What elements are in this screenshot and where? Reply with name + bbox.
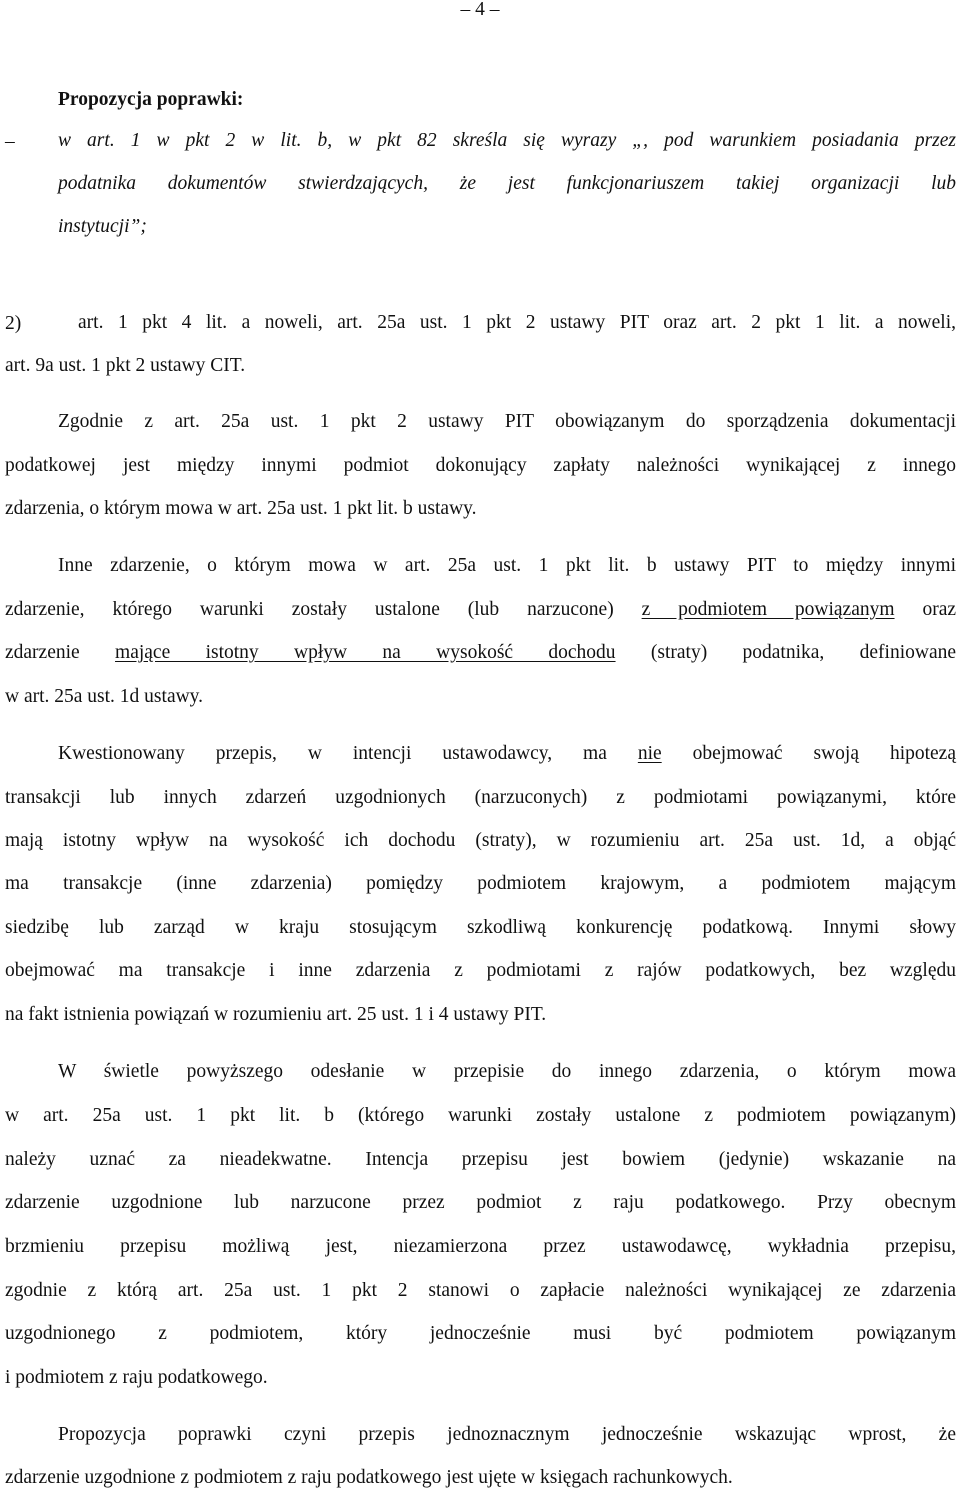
paragraph-line: brzmieniu przepisu możliwą jest, niezamierzona przez ustawodawcę, wykładnia przepisu, (5, 1236, 956, 1257)
paragraph-line (58, 744, 956, 764)
paragraph-line: transakcji lub innych zdarzeń uzgodnionych (narzuconych) z podmiotami powiązanymi, które (5, 787, 956, 808)
text-run: Kwestionowany przepis, w intencji ustawodawcy, ma (58, 743, 638, 764)
paragraph-line: w art. 25a ust. 1 pkt lit. b (którego warunki zostały ustalone z podmiotem powiązanym) (5, 1105, 956, 1126)
paragraph-line: W świetle powyższego odesłanie w przepisie do innego zdarzenia, o którym mowa (58, 1061, 956, 1082)
text-run: oraz (894, 599, 957, 620)
item-line: art. 9a ust. 1 pkt 2 ustawy CIT. (5, 355, 246, 376)
item-number: 2) (5, 313, 22, 334)
paragraph-line (5, 600, 956, 620)
paragraph-line: Propozycja poprawki czyni przepis jednoznacznym jednocześnie wskazując wprost, że (58, 1424, 956, 1445)
paragraph-line (5, 643, 956, 663)
paragraph-line: Zgodnie z art. 25a ust. 1 pkt 2 ustawy PIT obowiązanym do sporządzenia dokumentacji (58, 411, 956, 432)
paragraph-line: mają istotny wpływ na wysokość ich dochodu (straty), w rozumieniu art. 25a ust. 1d, a objąć (5, 830, 956, 851)
paragraph-line: ma transakcje (inne zdarzenia) pomiędzy podmiotem krajowym, a podmiotem mającym (5, 873, 956, 894)
underlined-text: z podmiotem powiązanym (641, 599, 895, 620)
paragraph-line: uzgodnionego z podmiotem, który jednocześnie musi być podmiotem powiązanym (5, 1323, 956, 1344)
paragraph-line: zdarzenie uzgodnione lub narzucone przez podmiot z raju podatkowego. Przy obecnym (5, 1192, 956, 1213)
text-run: zdarzenie (5, 642, 116, 663)
paragraph-line: należy uznać za nieadekwatne. Intencja przepisu jest bowiem (jedynie) wskazanie na (5, 1149, 956, 1170)
amendment-line: instytucji”; (58, 216, 147, 237)
paragraph-line: podatkowej jest między innymi podmiot dokonujący zapłaty należności wynikającej z innego (5, 455, 956, 476)
page-number: – 4 – (460, 0, 500, 20)
paragraph-line: w art. 25a ust. 1d ustawy. (5, 686, 204, 707)
amendment-line: w art. 1 w pkt 2 w lit. b, w pkt 82 skreśla się wyrazy „, pod warunkiem posiadania przez (58, 130, 956, 151)
paragraph-line: siedzibę lub zarząd w kraju stosującym szkodliwą konkurencję podatkową. Innymi słowy (5, 917, 956, 938)
list-dash: – (5, 131, 15, 152)
paragraph-line: Inne zdarzenie, o którym mowa w art. 25a ust. 1 pkt lit. b ustawy PIT to między innymi (58, 555, 956, 576)
underlined-text: mające istotny wpływ na wysokość dochodu (115, 642, 616, 663)
paragraph-line: na fakt istnienia powiązań w rozumieniu art. 25 ust. 1 i 4 ustawy PIT. (5, 1004, 547, 1025)
amendment-line: podatnika dokumentów stwierdzających, że jest funkcjonariuszem takiej organizacji lub (58, 173, 956, 194)
paragraph-line: zgodnie z którą art. 25a ust. 1 pkt 2 stanowi o zapłacie należności wynikającej ze zdarzenia (5, 1280, 956, 1301)
paragraph-line: obejmować ma transakcje i inne zdarzenia z podmiotami z rajów podatkowych, bez względu (5, 960, 956, 981)
underlined-text: nie (637, 743, 662, 764)
text-run: obejmować swoją hipotezą (661, 743, 956, 764)
text-run: (straty) podatnika, definiowane (615, 642, 956, 663)
paragraph-line: zdarzenia, o którym mowa w art. 25a ust. 1 pkt lit. b ustawy. (5, 498, 477, 519)
paragraph-line: zdarzenie uzgodnione z podmiotem z raju podatkowego jest ujęte w księgach rachunkowych. (5, 1467, 733, 1488)
item-line: art. 1 pkt 4 lit. a noweli, art. 25a ust. 1 pkt 2 ustawy PIT oraz art. 2 pkt 1 lit. a noweli, (78, 312, 956, 333)
text-run: zdarzenie, którego warunki zostały ustalone (lub narzucone) (5, 599, 642, 620)
paragraph-line: i podmiotem z raju podatkowego. (5, 1367, 268, 1388)
proposal-heading: Propozycja poprawki: (58, 89, 244, 110)
